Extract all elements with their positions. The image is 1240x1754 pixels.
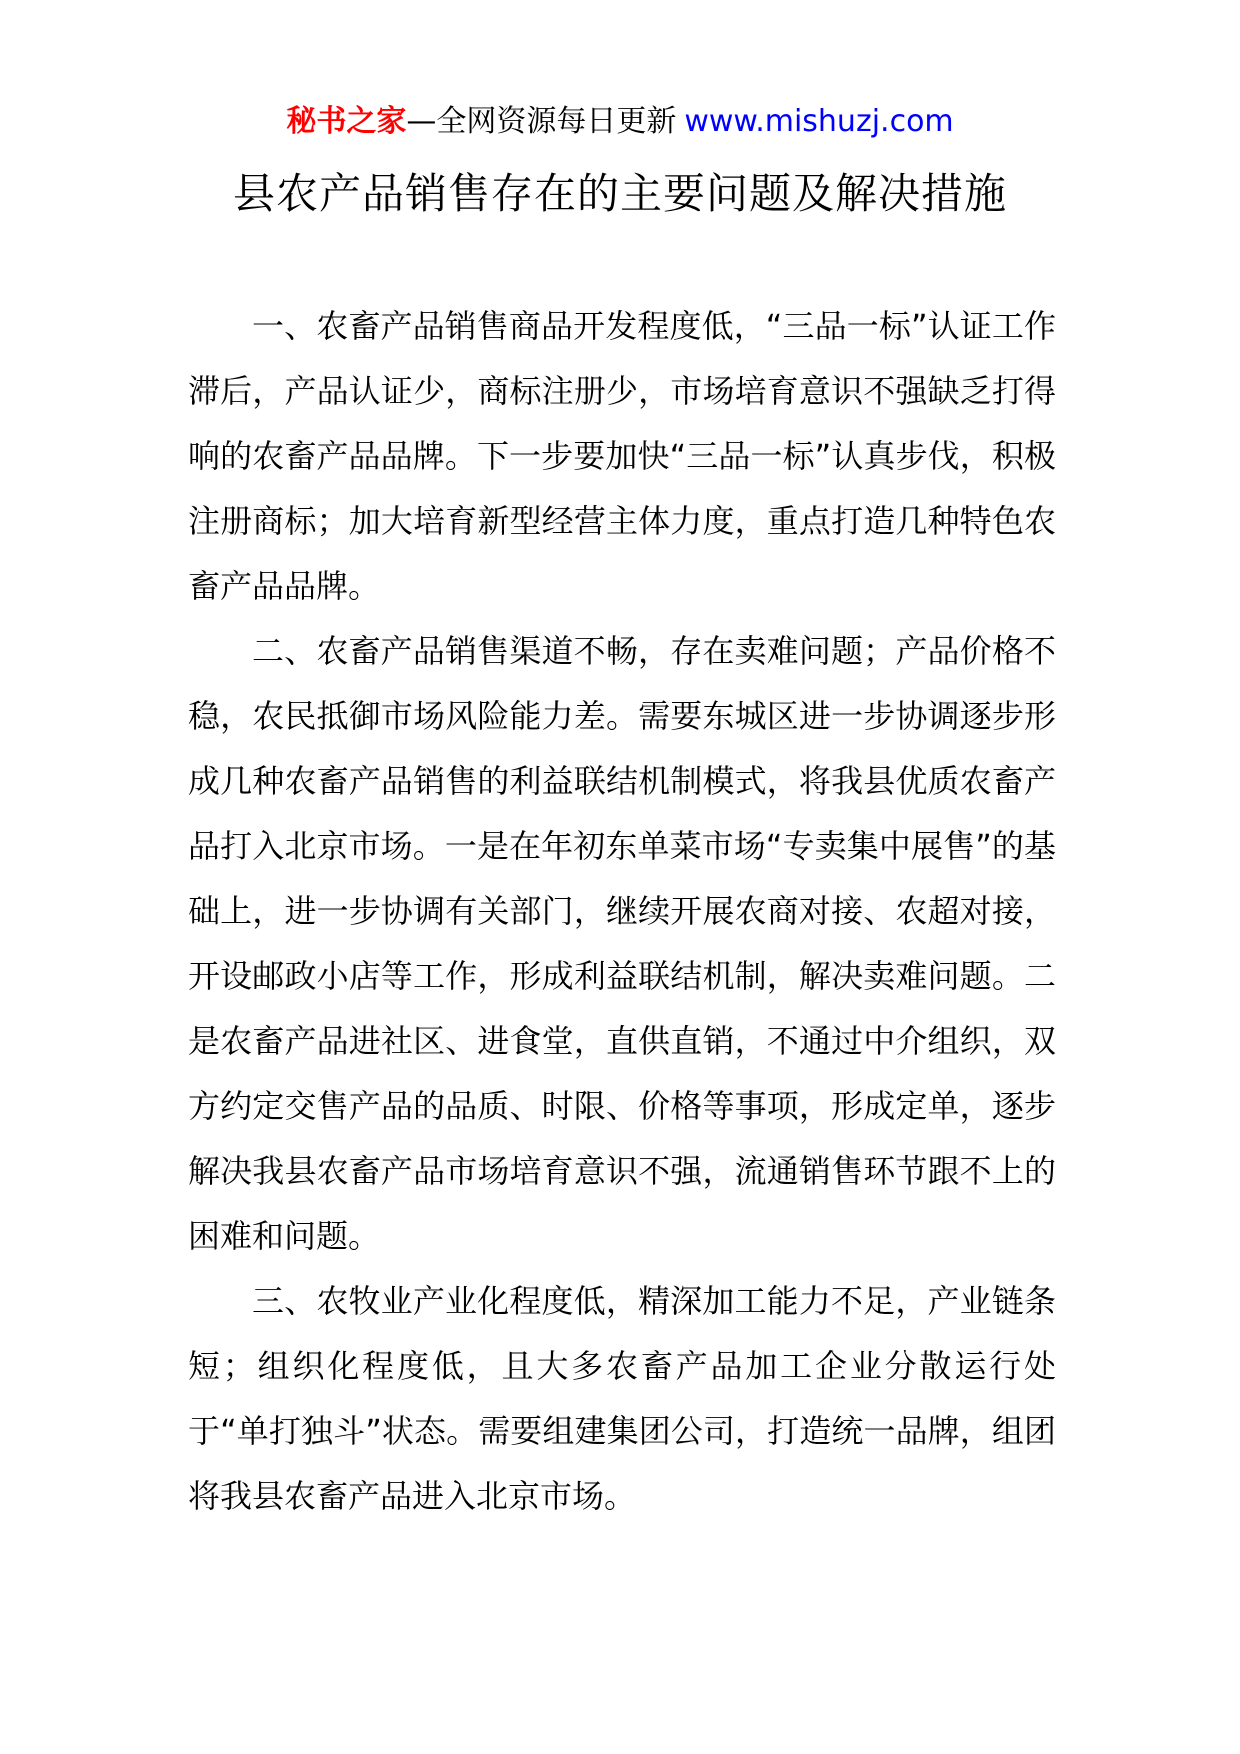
site-tagline: —全网资源每日更新 [406, 104, 677, 139]
site-header [0, 100, 1240, 144]
paragraph-3: 三、农牧业产业化程度低，精深加工能力不足，产业链条短；组织化程度低，且大多农畜产品加工企业分散运行处于“单打独斗”状态。需要组建集团公司，打造统一品牌，组团将我县农畜产品进入北京市场。 [188, 1282, 1056, 1515]
document-title: 县农产品销售存在的主要问题及解决措施 [232, 169, 1007, 218]
paragraph-2: 二、农畜产品销售渠道不畅，存在卖难问题；产品价格不稳，农民抵御市场风险能力差。需要东城区进一步协调逐步形成几种农畜产品销售的利益联结机制模式，将我县优质农畜产品打入北京市场。一是在年初东单菜市场“专卖集中展售”的基础上，进一步协调有关部门，继续开展农商对接、农超对接，开设邮政小店等工作，形成利益联结机制，解决卖难问题。二是农畜产品进社区、进食堂，直供直销，不通过中介组织，双方约定交售产品的品质、时限、价格等事项，形成定单，逐步解决我县农畜产品市场培育意识不强，流通销售环节跟不上的困难和问题。 [188, 632, 1056, 1255]
site-url-link[interactable]: www.mishuzj.com [684, 104, 954, 139]
document-body [188, 294, 1056, 1529]
site-brand: 秘书之家 [286, 104, 407, 139]
paragraph-1: 一、农畜产品销售商品开发程度低，“三品一标”认证工作滞后，产品认证少，商标注册少，市场培育意识不强缺乏打得响的农畜产品品牌。下一步要加快“三品一标”认真步伐，积极注册商标；加大培育新型经营主体力度，重点打造几种特色农畜产品品牌。 [188, 307, 1056, 605]
